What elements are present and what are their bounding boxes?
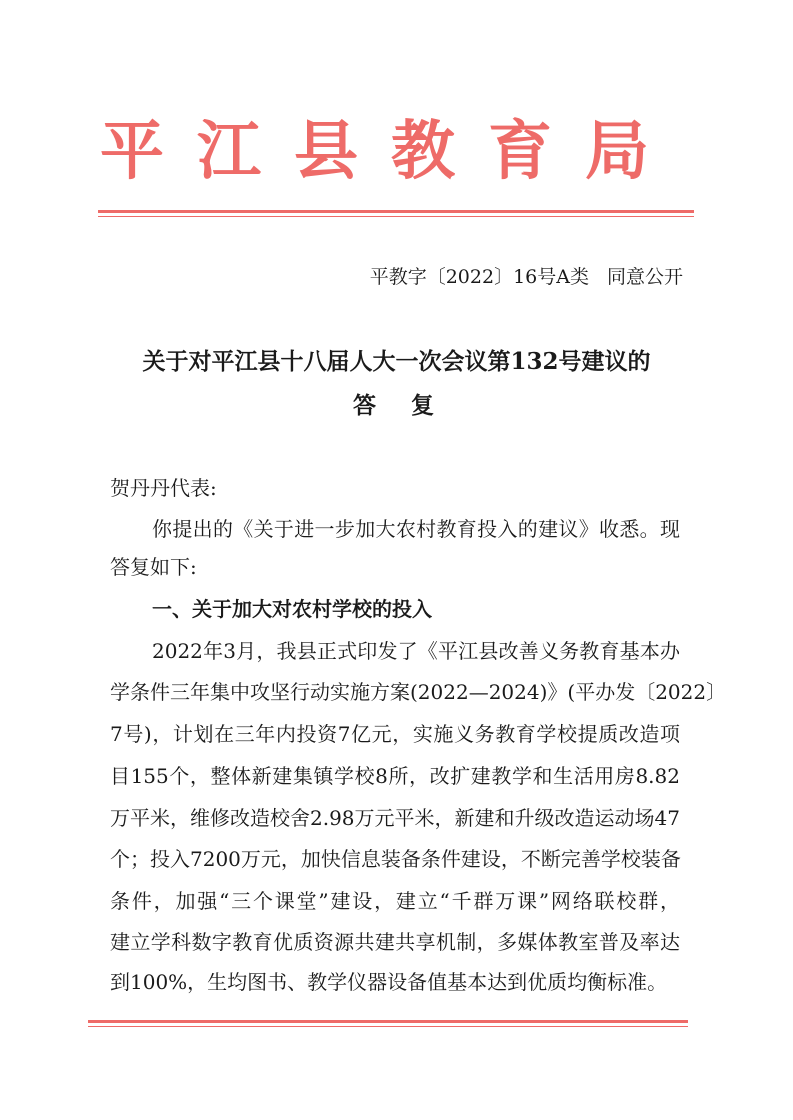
- body-line: 答复如下:: [110, 555, 197, 579]
- body-line: 目155个，整体新建集镇学校8所，改扩建教学和生活用房8.82: [110, 764, 680, 788]
- body-line: 万平米，维修改造校舍2.98万元平米，新建和升级改造运动场47: [110, 806, 680, 830]
- body-line: 个；投入7200万元，加快信息装备条件建设，不断完善学校装备: [110, 847, 681, 871]
- header-divider-thick: [98, 210, 694, 213]
- disclosure-status: 同意公开: [606, 266, 683, 288]
- body-line: 建立学科数字教育优质资源共建共享机制，多媒体教室普及率达: [110, 930, 680, 954]
- body-line: 你提出的《关于进一步加大农村教育投入的建议》收悉。现: [152, 517, 680, 541]
- document-title: 关于对平江县十八届人大一次会议第132号建议的: [142, 348, 651, 375]
- footer-divider-thin: [88, 1026, 688, 1027]
- footer-divider-thick: [88, 1020, 688, 1023]
- document-number-row: [370, 262, 683, 289]
- document-number: 平教字〔2022〕16号A类: [369, 266, 589, 288]
- org-masthead: 平江县教育局: [100, 114, 682, 189]
- body-line: 到100%，生均图书、教学仪器设备值基本达到优质均衡标准。: [110, 970, 668, 994]
- body-line: 学条件三年集中攻坚行动实施方案(2022—2024)》(平办发〔2022〕: [110, 680, 727, 704]
- header-divider-thin: [98, 216, 694, 217]
- section-heading: 一、关于加大对农村学校的投入: [152, 597, 432, 621]
- document-subtitle: 答 复: [353, 392, 440, 419]
- salutation: 贺丹丹代表:: [110, 476, 217, 500]
- body-line: 2022年3月，我县正式印发了《平江县改善义务教育基本办: [152, 639, 680, 663]
- body-line: 条件，加强“三个课堂”建设，建立“千群万课”网络联校群，: [110, 889, 680, 913]
- body-line: 7号)，计划在三年内投资7亿元，实施义务教育学校提质改造项: [110, 722, 680, 746]
